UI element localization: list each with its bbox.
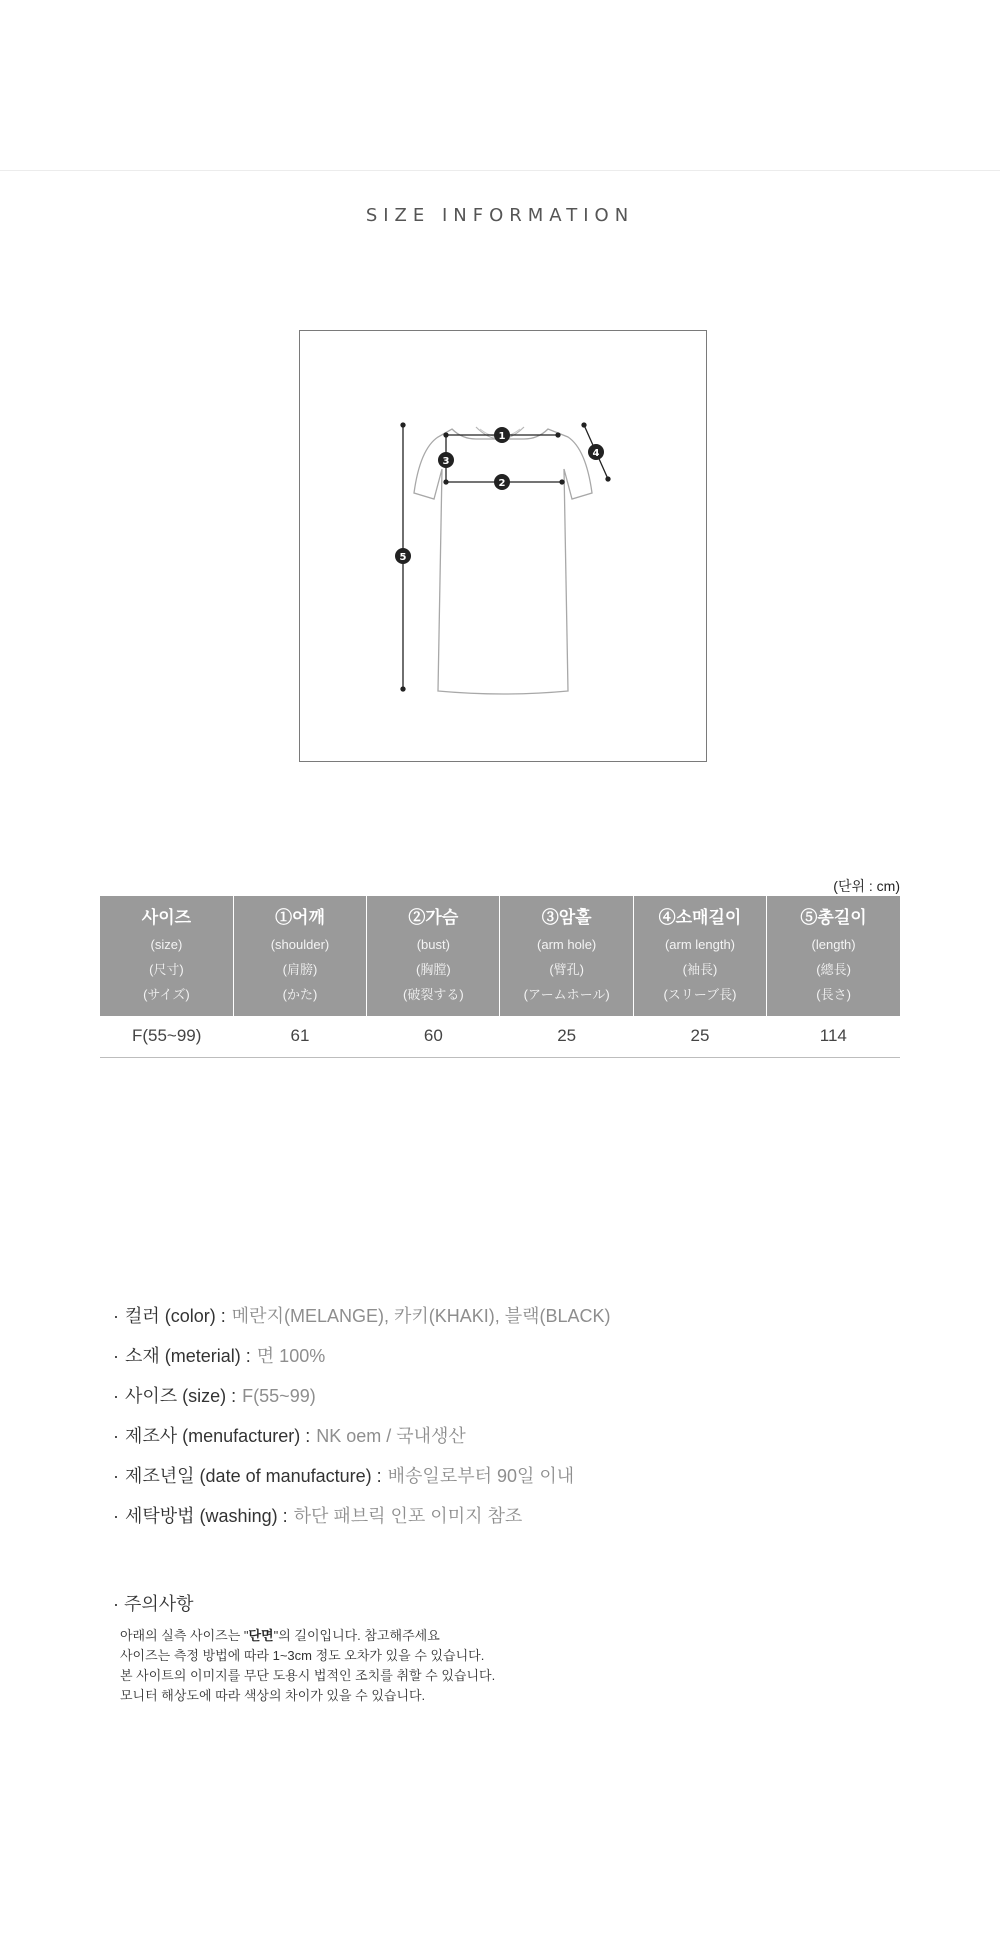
table-row <box>100 1016 900 1057</box>
header-arm-hole: ③암홀 (arm hole) (臂孔) (アームホール) <box>500 896 633 1016</box>
marker-5 <box>395 548 411 564</box>
dress-illustration <box>300 331 708 763</box>
spec-material <box>113 1336 913 1376</box>
spec-label: 사이즈 (size) : <box>125 1386 237 1406</box>
header-shoulder: ①어깨 (shoulder) (肩膀) (かた) <box>233 896 366 1016</box>
notice-emphasis: 단면 <box>248 1628 274 1643</box>
svg-text:3: 3 <box>442 456 450 467</box>
spec-size <box>113 1376 913 1416</box>
spec-value: 메란지(MELANGE), 카키(KHAKI), 블랙(BLACK) <box>231 1306 611 1326</box>
notice-line-1: 아래의 실측 사이즈는 "단면"의 길이입니다. 참고해주세요 <box>120 1628 440 1643</box>
svg-text:4: 4 <box>592 448 600 459</box>
spec-value: 배송일로부터 90일 이내 <box>387 1466 575 1486</box>
bullet-dot: · <box>113 1466 119 1486</box>
spec-label: 세탁방법 (washing) : <box>125 1506 288 1526</box>
header-length: ⑤총길이 (length) (總長) (長さ) <box>767 896 900 1016</box>
section-title: SIZE INFORMATION <box>365 205 635 226</box>
unit-note: (단위 : cm) <box>833 878 900 894</box>
spec-label: 제조사 (menufacturer) : <box>125 1426 311 1446</box>
cell-arm-length: 25 <box>633 1016 766 1057</box>
cell-length: 114 <box>767 1016 900 1057</box>
bullet-dot: · <box>113 1506 119 1526</box>
top-divider <box>0 170 1000 171</box>
table-header-row <box>100 896 900 1016</box>
bullet-dot: · <box>113 1346 119 1366</box>
cell-arm-hole: 25 <box>500 1016 633 1057</box>
bullet-dot: · <box>113 1306 119 1326</box>
cell-bust: 60 <box>367 1016 500 1057</box>
spec-list <box>113 1296 913 1536</box>
header-arm-length: ④소매길이 (arm length) (袖長) (スリーブ長) <box>633 896 766 1016</box>
bullet-dot: · <box>113 1426 119 1446</box>
marker-3 <box>438 452 454 468</box>
header-size: 사이즈 (size) (尺寸) (サイズ) <box>100 896 233 1016</box>
notice-line-2: 사이즈는 측정 방법에 따라 1~3cm 정도 오차가 있을 수 있습니다. <box>120 1648 485 1663</box>
svg-text:5: 5 <box>399 552 407 563</box>
spec-label: 소재 (meterial) : <box>125 1346 251 1366</box>
dress-outline <box>414 429 592 694</box>
svg-text:2: 2 <box>498 478 506 489</box>
marker-2 <box>494 474 510 490</box>
spec-label: 제조년일 (date of manufacture) : <box>125 1466 382 1486</box>
spec-label: 컬러 (color) : <box>125 1306 226 1326</box>
marker-1 <box>494 427 510 443</box>
size-table <box>100 896 900 1058</box>
spec-value: F(55~99) <box>242 1386 316 1406</box>
marker-4 <box>588 444 604 460</box>
bullet-dot: · <box>113 1594 119 1614</box>
notice-title-text: 주의사항 <box>124 1594 194 1614</box>
bullet-dot: · <box>113 1386 119 1406</box>
notice-title <box>113 1590 194 1616</box>
spec-value: 면 100% <box>256 1346 326 1366</box>
spec-value: NK oem / 국내생산 <box>316 1426 466 1446</box>
cell-shoulder: 61 <box>233 1016 366 1057</box>
spec-manufacturer <box>113 1416 913 1456</box>
notice-line-4: 모니터 해상도에 따라 색상의 차이가 있을 수 있습니다. <box>120 1688 426 1703</box>
header-bust: ②가슴 (bust) (胸膛) (破裂する) <box>367 896 500 1016</box>
svg-text:1: 1 <box>498 431 506 442</box>
garment-diagram <box>299 330 707 762</box>
spec-color <box>113 1296 913 1336</box>
notice-body <box>120 1626 495 1706</box>
spec-date <box>113 1456 913 1496</box>
notice-line-3: 본 사이트의 이미지를 무단 도용시 법적인 조치를 취할 수 있습니다. <box>120 1668 496 1683</box>
spec-washing <box>113 1496 913 1536</box>
cell-size: F(55~99) <box>100 1016 233 1057</box>
spec-value: 하단 패브릭 인포 이미지 참조 <box>293 1506 523 1526</box>
